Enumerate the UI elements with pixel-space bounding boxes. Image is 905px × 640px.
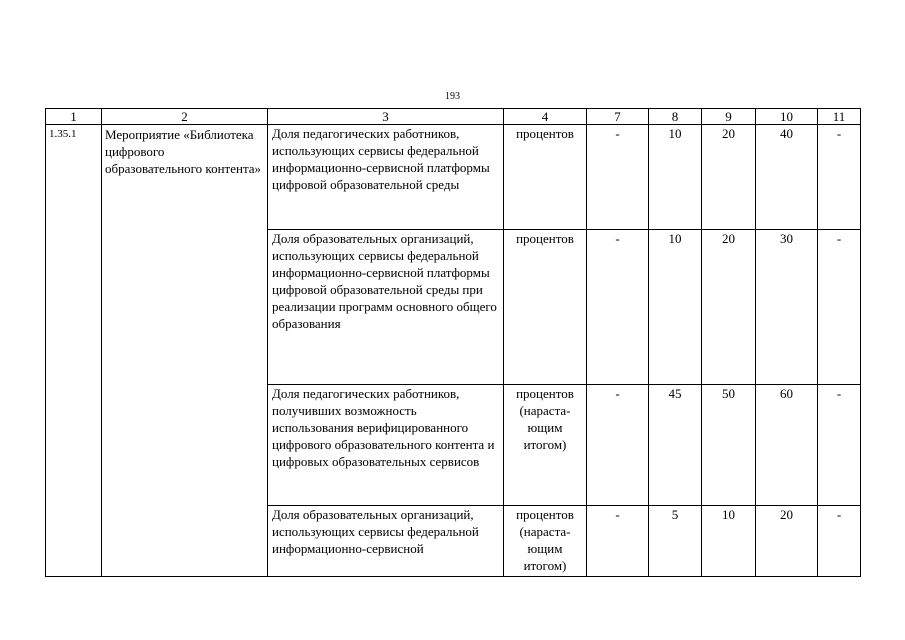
header-cell-11: 11 (818, 109, 861, 125)
value-cell-8: 10 (649, 125, 702, 230)
value-cell-11: - (818, 230, 861, 385)
value-cell-8: 45 (649, 385, 702, 506)
header-cell-8: 8 (649, 109, 702, 125)
value-cell-11: - (818, 125, 861, 230)
value-cell-7: - (587, 506, 649, 577)
value-cell-10: 40 (756, 125, 818, 230)
table-row (46, 125, 861, 230)
header-cell-7: 7 (587, 109, 649, 125)
header-cell-9: 9 (702, 109, 756, 125)
indicator-cell: Доля образовательных организаций, использующих сервисы федеральной информационно-сервисной платформы цифровой образовательной среды при реализации программ основного общего образования (268, 230, 504, 385)
unit-cell: процентов (504, 125, 587, 230)
value-cell-11: - (818, 506, 861, 577)
event-code: 1.35.1 (46, 125, 102, 577)
header-cell-10: 10 (756, 109, 818, 125)
unit-cell: процентов (нараста-ющим итогом) (504, 385, 587, 506)
value-cell-7: - (587, 230, 649, 385)
value-cell-8: 10 (649, 230, 702, 385)
value-cell-7: - (587, 385, 649, 506)
value-cell-9: 10 (702, 506, 756, 577)
value-cell-8: 5 (649, 506, 702, 577)
header-cell-2: 2 (102, 109, 268, 125)
unit-cell: процентов (504, 230, 587, 385)
value-cell-7: - (587, 125, 649, 230)
table-header-row (46, 109, 861, 125)
header-cell-4: 4 (504, 109, 587, 125)
indicators-table (45, 108, 861, 577)
value-cell-9: 20 (702, 230, 756, 385)
value-cell-9: 50 (702, 385, 756, 506)
unit-cell: процентов (нараста-ющим итогом) (504, 506, 587, 577)
indicator-cell: Доля педагогических работников, использующих сервисы федеральной информационно-сервисной платформы цифровой образовательной среды (268, 125, 504, 230)
header-cell-3: 3 (268, 109, 504, 125)
value-cell-10: 20 (756, 506, 818, 577)
value-cell-11: - (818, 385, 861, 506)
indicator-cell: Доля образовательных организаций, использующих сервисы федеральной информационно-сервисной (268, 506, 504, 577)
header-cell-1: 1 (46, 109, 102, 125)
event-title: Мероприятие «Библиотека цифрового образовательного контента» (102, 125, 268, 577)
value-cell-9: 20 (702, 125, 756, 230)
indicator-cell: Доля педагогических работников, получивших возможность использования верифицированного цифрового образовательного контента и цифровых образовательных сервисов (268, 385, 504, 506)
value-cell-10: 60 (756, 385, 818, 506)
page-number: 193 (445, 91, 460, 102)
value-cell-10: 30 (756, 230, 818, 385)
